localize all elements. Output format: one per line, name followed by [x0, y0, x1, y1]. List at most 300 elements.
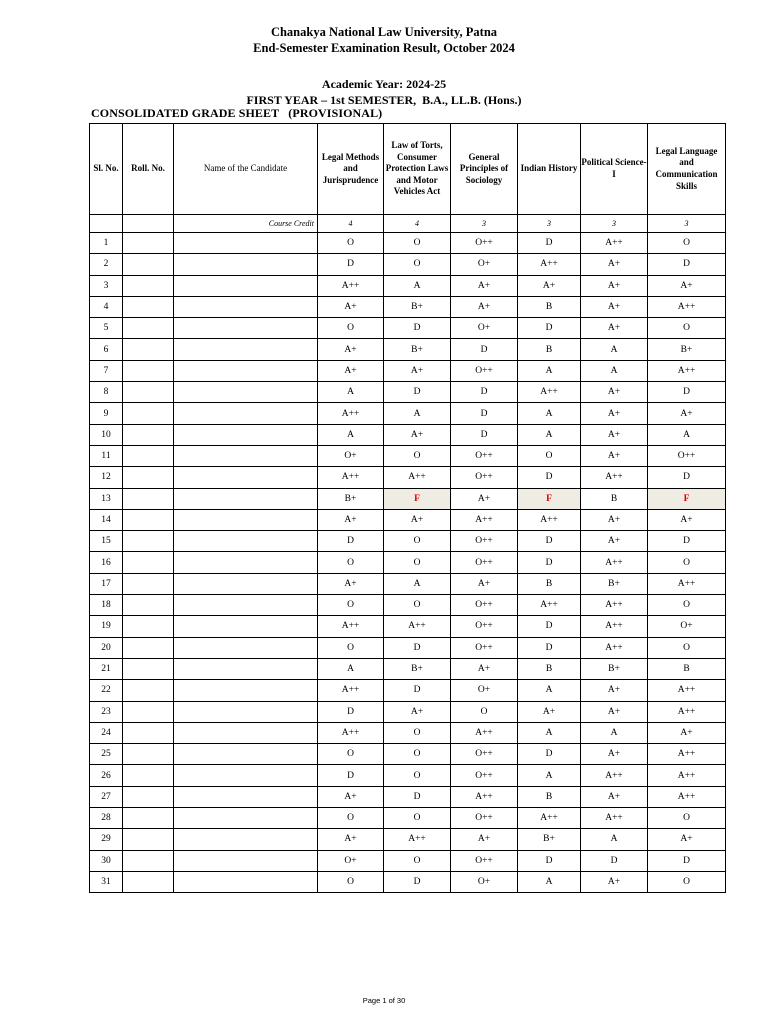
serial-number-cell: 28: [90, 808, 123, 829]
candidate-name-cell: [174, 786, 318, 807]
grade-cell: A+: [581, 509, 648, 530]
grade-cell: O++: [451, 360, 518, 381]
table-row: [90, 488, 726, 509]
roll-number-cell: [123, 233, 174, 254]
roll-number-cell: [123, 595, 174, 616]
grade-cell: D: [384, 786, 451, 807]
table-row: [90, 233, 726, 254]
grade-cell: A+: [581, 786, 648, 807]
grade-cell: O: [648, 637, 726, 658]
grade-cell: A++: [648, 573, 726, 594]
column-header-sl-no: Sl. No.: [90, 124, 123, 215]
grade-cell: A++: [518, 808, 581, 829]
serial-number-cell: 7: [90, 360, 123, 381]
grade-cell: D: [318, 254, 384, 275]
table-row: [90, 509, 726, 530]
course-credit-label: Course Credit: [174, 215, 318, 233]
grade-cell: A: [318, 382, 384, 403]
grade-cell: A+: [581, 531, 648, 552]
roll-number-cell: [123, 275, 174, 296]
roll-number-cell: [123, 616, 174, 637]
grade-cell: B+: [581, 658, 648, 679]
exam-title: End-Semester Examination Result, October 2024: [253, 41, 515, 55]
grade-cell: D: [451, 424, 518, 445]
grade-cell: A+: [581, 744, 648, 765]
roll-number-cell: [123, 850, 174, 871]
grade-cell: D: [648, 850, 726, 871]
grade-cell: B: [581, 488, 648, 509]
grade-cell: B: [518, 573, 581, 594]
grade-cell: A++: [384, 829, 451, 850]
roll-number-cell: [123, 339, 174, 360]
grade-cell: A+: [581, 445, 648, 466]
serial-number-cell: 17: [90, 573, 123, 594]
table-row: [90, 786, 726, 807]
grade-cell: A+: [318, 829, 384, 850]
grade-cell: A: [518, 403, 581, 424]
grade-cell: D: [518, 850, 581, 871]
candidate-name-cell: [174, 658, 318, 679]
credit-cell: 3: [518, 215, 581, 233]
grade-cell: A+: [648, 722, 726, 743]
roll-number-cell: [123, 467, 174, 488]
serial-number-cell: 31: [90, 871, 123, 892]
table-row: [90, 403, 726, 424]
credit-cell: 4: [318, 215, 384, 233]
grade-cell: A+: [384, 701, 451, 722]
grade-cell: A++: [318, 722, 384, 743]
grade-cell: O: [384, 445, 451, 466]
grade-cell: A+: [581, 382, 648, 403]
table-row: [90, 275, 726, 296]
roll-number-cell: [123, 424, 174, 445]
grade-cell: O: [318, 808, 384, 829]
serial-number-cell: 11: [90, 445, 123, 466]
grade-cell: O: [318, 318, 384, 339]
document-header: [0, 24, 768, 56]
candidate-name-cell: [174, 552, 318, 573]
roll-number-cell: [123, 296, 174, 317]
grade-cell: O++: [451, 616, 518, 637]
candidate-name-cell: [174, 871, 318, 892]
table-row: [90, 254, 726, 275]
grade-cell: A: [518, 424, 581, 445]
grade-cell: A+: [648, 509, 726, 530]
table-row: [90, 808, 726, 829]
grade-cell: A: [318, 658, 384, 679]
grade-cell: A+: [581, 403, 648, 424]
grade-cell: A++: [518, 382, 581, 403]
column-header-candidate-name: Name of the Candidate: [174, 124, 318, 215]
serial-number-cell: 3: [90, 275, 123, 296]
serial-number-cell: 15: [90, 531, 123, 552]
candidate-name-cell: [174, 744, 318, 765]
credit-cell: 4: [384, 215, 451, 233]
grade-cell: D: [384, 637, 451, 658]
table-row: [90, 722, 726, 743]
grade-cell: A++: [648, 765, 726, 786]
grade-cell: A+: [451, 296, 518, 317]
grade-cell: A+: [451, 488, 518, 509]
grade-cell: A++: [581, 616, 648, 637]
candidate-name-cell: [174, 722, 318, 743]
candidate-name-cell: [174, 595, 318, 616]
grade-cell: D: [518, 616, 581, 637]
grade-cell: A++: [648, 701, 726, 722]
grade-cell: O: [518, 445, 581, 466]
table-row: [90, 658, 726, 679]
candidate-name-cell: [174, 339, 318, 360]
grade-cell: O++: [451, 637, 518, 658]
candidate-name-cell: [174, 254, 318, 275]
grade-cell: A: [581, 829, 648, 850]
grade-cell: D: [384, 382, 451, 403]
grade-cell: D: [384, 680, 451, 701]
grade-cell: A: [518, 360, 581, 381]
grade-cell: D: [518, 744, 581, 765]
grade-cell: D: [451, 339, 518, 360]
grade-cell: A+: [384, 360, 451, 381]
table-row: [90, 531, 726, 552]
candidate-name-cell: [174, 424, 318, 445]
grade-cell: A++: [648, 296, 726, 317]
university-name: Chanakya National Law University, Patna: [270, 25, 498, 39]
grade-cell: B: [648, 658, 726, 679]
grade-cell: A++: [648, 360, 726, 381]
serial-number-cell: 24: [90, 722, 123, 743]
grade-cell: A++: [518, 254, 581, 275]
grade-cell: A+: [384, 424, 451, 445]
grade-cell: B+: [384, 658, 451, 679]
grade-cell: O+: [451, 318, 518, 339]
candidate-name-cell: [174, 403, 318, 424]
grade-cell: A: [518, 765, 581, 786]
serial-number-cell: 27: [90, 786, 123, 807]
candidate-name-cell: [174, 701, 318, 722]
grade-cell: O: [648, 871, 726, 892]
grade-cell: O: [384, 850, 451, 871]
grade-cell: O: [384, 808, 451, 829]
grade-cell: D: [648, 467, 726, 488]
table-row: [90, 744, 726, 765]
table-row: [90, 424, 726, 445]
table-header-row: [90, 124, 726, 215]
grade-cell: O+: [451, 871, 518, 892]
roll-number-cell: [123, 445, 174, 466]
grade-cell: A++: [581, 552, 648, 573]
grade-cell: A: [384, 403, 451, 424]
grade-cell: B: [518, 296, 581, 317]
serial-number-cell: 18: [90, 595, 123, 616]
table-row: [90, 318, 726, 339]
grade-cell: A++: [384, 616, 451, 637]
session-header: [0, 76, 768, 108]
grade-cell: A+: [581, 296, 648, 317]
roll-number-cell: [123, 871, 174, 892]
candidate-name-cell: [174, 509, 318, 530]
column-header-law-of-torts: Law of Torts, Consumer Protection Laws and Motor Vehicles Act: [384, 124, 451, 215]
grade-cell: A: [318, 424, 384, 445]
grade-cell: O: [384, 765, 451, 786]
roll-number-cell: [123, 318, 174, 339]
roll-number-cell: [123, 744, 174, 765]
grade-cell: A++: [318, 680, 384, 701]
roll-number-cell: [123, 573, 174, 594]
serial-number-cell: 21: [90, 658, 123, 679]
roll-number-cell: [123, 552, 174, 573]
table-row: [90, 680, 726, 701]
column-header-roll-no: Roll. No.: [123, 124, 174, 215]
grade-cell: A+: [581, 318, 648, 339]
grade-cell: O++: [451, 467, 518, 488]
table-row: [90, 339, 726, 360]
grade-cell: D: [648, 254, 726, 275]
grade-cell: O++: [451, 744, 518, 765]
roll-number-cell: [123, 765, 174, 786]
grade-cell: O++: [451, 531, 518, 552]
grade-cell: O: [648, 233, 726, 254]
grade-cell: A+: [581, 254, 648, 275]
serial-number-cell: 19: [90, 616, 123, 637]
grade-cell: A+: [384, 509, 451, 530]
academic-year: Academic Year: 2024-25: [321, 77, 447, 91]
grade-cell: B: [518, 786, 581, 807]
grade-cell: A++: [318, 616, 384, 637]
table-row: [90, 552, 726, 573]
roll-number-cell: [123, 637, 174, 658]
serial-number-cell: 8: [90, 382, 123, 403]
grade-cell: A+: [318, 339, 384, 360]
column-header-legal-language: Legal Language and Communication Skills: [648, 124, 726, 215]
grade-cell: A+: [451, 275, 518, 296]
table-row: [90, 445, 726, 466]
grade-cell: A: [518, 722, 581, 743]
grade-cell: B: [518, 658, 581, 679]
serial-number-cell: 1: [90, 233, 123, 254]
grade-cell: A+: [648, 829, 726, 850]
grade-cell: D: [518, 318, 581, 339]
grade-cell: O: [384, 233, 451, 254]
candidate-name-cell: [174, 637, 318, 658]
grade-cell: D: [518, 233, 581, 254]
serial-number-cell: 30: [90, 850, 123, 871]
grade-cell: O: [451, 701, 518, 722]
grade-cell: D: [518, 637, 581, 658]
table-row: [90, 616, 726, 637]
grade-cell: A++: [581, 595, 648, 616]
grade-cell: O+: [451, 254, 518, 275]
grade-cell: O: [648, 552, 726, 573]
grade-cell: O++: [451, 808, 518, 829]
page-number: Page 1 of 30: [362, 996, 406, 1005]
grade-cell: A++: [581, 808, 648, 829]
grade-cell: A++: [318, 275, 384, 296]
grade-cell: A++: [581, 467, 648, 488]
grade-cell: A+: [581, 275, 648, 296]
grade-cell: A+: [648, 275, 726, 296]
grade-cell: D: [384, 871, 451, 892]
grade-cell: A++: [581, 765, 648, 786]
candidate-name-cell: [174, 233, 318, 254]
course-credit-row: [90, 215, 726, 233]
grade-cell: O++: [451, 850, 518, 871]
grade-cell: A++: [451, 509, 518, 530]
grade-cell: O++: [451, 445, 518, 466]
candidate-name-cell: [174, 445, 318, 466]
grade-cell: B+: [384, 339, 451, 360]
grade-cell: O++: [648, 445, 726, 466]
grade-cell: O: [318, 552, 384, 573]
grade-cell: A+: [318, 360, 384, 381]
candidate-name-cell: [174, 296, 318, 317]
grade-cell: O++: [451, 233, 518, 254]
grade-cell: A++: [648, 744, 726, 765]
grade-cell: O: [648, 318, 726, 339]
grade-cell: A++: [451, 786, 518, 807]
column-header-indian-history: Indian History: [518, 124, 581, 215]
grade-cell: O++: [451, 765, 518, 786]
grade-cell: A++: [581, 233, 648, 254]
table-row: [90, 637, 726, 658]
serial-number-cell: 2: [90, 254, 123, 275]
candidate-name-cell: [174, 382, 318, 403]
grade-cell: O: [384, 595, 451, 616]
grade-cell: A++: [518, 595, 581, 616]
grade-cell: O++: [451, 595, 518, 616]
grade-cell: A: [581, 360, 648, 381]
serial-number-cell: 22: [90, 680, 123, 701]
grade-cell: A+: [318, 573, 384, 594]
serial-number-cell: 10: [90, 424, 123, 445]
table-row: [90, 296, 726, 317]
table-row: [90, 871, 726, 892]
serial-number-cell: 14: [90, 509, 123, 530]
roll-number-cell: [123, 786, 174, 807]
grade-cell: A: [581, 722, 648, 743]
grade-cell: B+: [518, 829, 581, 850]
roll-number-cell: [123, 360, 174, 381]
table-row: [90, 765, 726, 786]
grade-cell: A: [384, 573, 451, 594]
serial-number-cell: 25: [90, 744, 123, 765]
serial-number-cell: 20: [90, 637, 123, 658]
serial-number-cell: 26: [90, 765, 123, 786]
roll-number-cell: [123, 488, 174, 509]
grade-cell: B+: [384, 296, 451, 317]
table-row: [90, 701, 726, 722]
grade-cell: A: [518, 871, 581, 892]
candidate-name-cell: [174, 573, 318, 594]
serial-number-cell: 16: [90, 552, 123, 573]
grade-cell: A+: [318, 786, 384, 807]
grade-cell: B: [518, 339, 581, 360]
grade-cell: O: [384, 744, 451, 765]
roll-number-cell: [123, 403, 174, 424]
grade-cell: A+: [518, 701, 581, 722]
grade-cell: D: [318, 701, 384, 722]
serial-number-cell: 4: [90, 296, 123, 317]
grade-cell: O: [648, 808, 726, 829]
serial-number-cell: 6: [90, 339, 123, 360]
table-row: [90, 573, 726, 594]
roll-number-cell: [123, 680, 174, 701]
candidate-name-cell: [174, 850, 318, 871]
grade-cell: A++: [318, 403, 384, 424]
grade-cell: O: [318, 637, 384, 658]
grade-cell: O+: [318, 445, 384, 466]
grade-cell: O+: [648, 616, 726, 637]
grade-cell: O: [318, 744, 384, 765]
grade-cell: O++: [451, 552, 518, 573]
grade-cell: O: [318, 871, 384, 892]
grade-cell: D: [318, 765, 384, 786]
grade-cell: A+: [581, 701, 648, 722]
grade-cell: A++: [648, 786, 726, 807]
grade-cell: A+: [581, 424, 648, 445]
candidate-name-cell: [174, 829, 318, 850]
grade-cell: A+: [318, 509, 384, 530]
grade-cell: B+: [581, 573, 648, 594]
candidate-name-cell: [174, 275, 318, 296]
grade-cell: A+: [451, 658, 518, 679]
grade-cell: D: [581, 850, 648, 871]
column-header-legal-methods: Legal Methods and Jurisprudence: [318, 124, 384, 215]
grade-cell: B+: [648, 339, 726, 360]
candidate-name-cell: [174, 680, 318, 701]
grade-cell: O: [384, 722, 451, 743]
grade-cell: A++: [648, 680, 726, 701]
roll-number-cell: [123, 829, 174, 850]
grade-cell: O+: [318, 850, 384, 871]
grade-cell: A+: [518, 275, 581, 296]
grade-cell: D: [648, 531, 726, 552]
serial-number-cell: 12: [90, 467, 123, 488]
table-row: [90, 595, 726, 616]
grade-cell: D: [648, 382, 726, 403]
grade-cell: A++: [518, 509, 581, 530]
credit-cell: 3: [581, 215, 648, 233]
grade-cell: A+: [581, 680, 648, 701]
grade-cell: O+: [451, 680, 518, 701]
serial-number-cell: 13: [90, 488, 123, 509]
grade-cell: A: [384, 275, 451, 296]
grade-cell: O: [318, 595, 384, 616]
candidate-name-cell: [174, 467, 318, 488]
credit-cell: 3: [451, 215, 518, 233]
grade-cell: A++: [318, 467, 384, 488]
roll-number-cell: [123, 701, 174, 722]
grade-cell: A: [648, 424, 726, 445]
grade-cell: A+: [318, 296, 384, 317]
serial-number-cell: 9: [90, 403, 123, 424]
column-header-sociology: General Principles of Sociology: [451, 124, 518, 215]
grade-cell: D: [451, 403, 518, 424]
grade-cell: D: [384, 318, 451, 339]
grade-cell: A++: [581, 637, 648, 658]
grade-cell: A: [518, 680, 581, 701]
grade-cell: A+: [451, 573, 518, 594]
table-row: [90, 467, 726, 488]
grade-cell: O: [384, 254, 451, 275]
candidate-name-cell: [174, 318, 318, 339]
sheet-title: CONSOLIDATED GRADE SHEET (PROVISIONAL): [91, 106, 383, 120]
program-title: FIRST YEAR – 1st SEMESTER, B.A., LL.B. (Hons.): [246, 93, 522, 107]
column-header-political-science: Political Science- I: [581, 124, 648, 215]
grade-cell: O: [648, 595, 726, 616]
table-row: [90, 850, 726, 871]
candidate-name-cell: [174, 616, 318, 637]
candidate-name-cell: [174, 531, 318, 552]
